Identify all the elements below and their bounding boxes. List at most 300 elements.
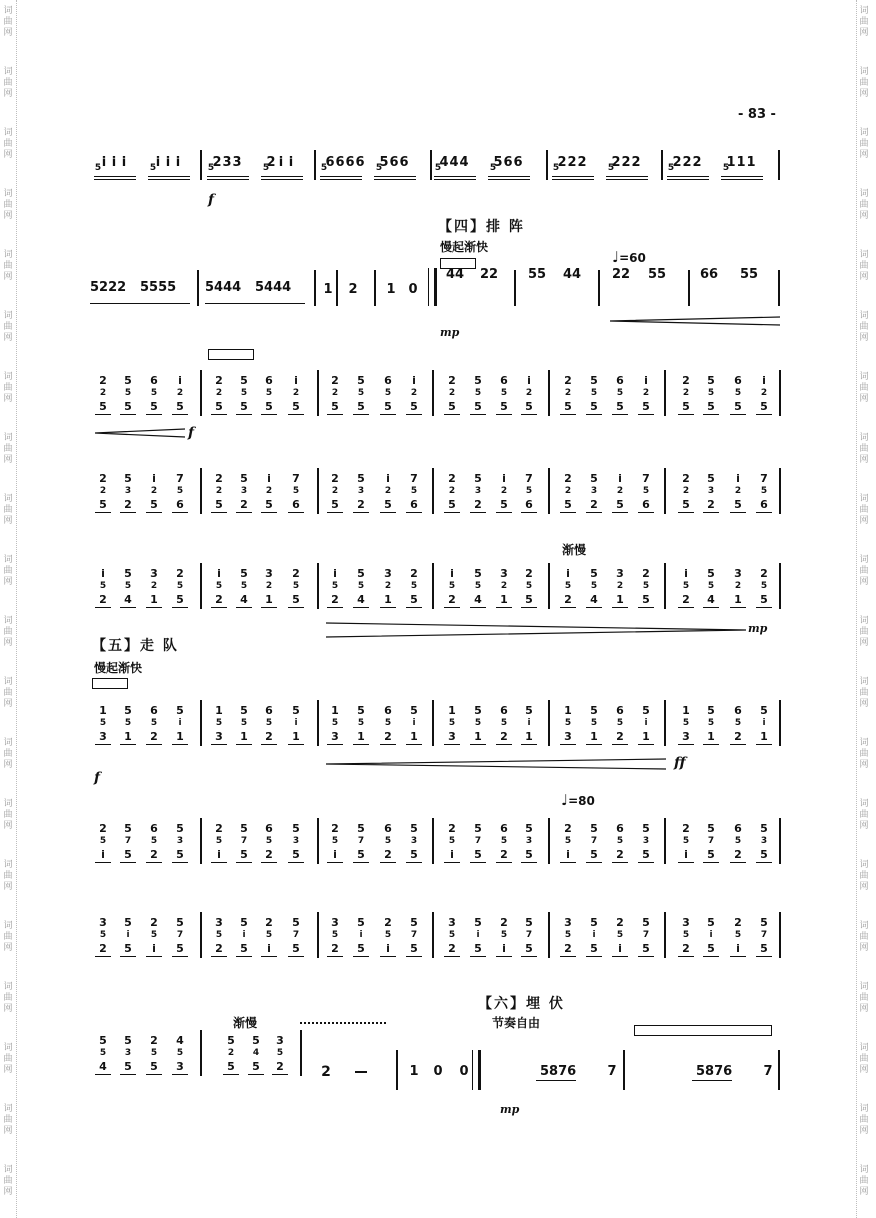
watermark-group: 词 曲 网	[3, 1165, 13, 1197]
note: 2	[276, 1060, 284, 1073]
beam	[552, 179, 594, 180]
note: 5	[734, 498, 742, 511]
note: 5	[590, 388, 598, 398]
beam	[172, 607, 188, 608]
note: 4	[707, 593, 715, 606]
note: 2	[99, 374, 107, 387]
barline	[336, 270, 338, 306]
barline	[430, 150, 432, 180]
barline	[200, 370, 202, 416]
beam	[95, 956, 111, 957]
beam	[488, 176, 530, 177]
note: 2	[265, 581, 273, 591]
note: i	[217, 567, 221, 580]
note: 2	[124, 498, 132, 511]
tempo-value: =60	[619, 251, 646, 265]
note: 55	[648, 267, 667, 282]
watermark-group: 词 曲 网	[859, 67, 869, 99]
barline	[432, 700, 434, 746]
note: 5	[434, 163, 442, 173]
beam	[667, 176, 709, 177]
note: 2	[525, 388, 533, 398]
barline	[514, 270, 516, 306]
note: 5	[384, 718, 392, 728]
note: 22	[480, 267, 499, 282]
tempo-mark-60	[612, 248, 646, 266]
note: 5	[707, 400, 715, 413]
note: 5	[265, 388, 273, 398]
note: 2	[682, 472, 690, 485]
note: 5	[292, 916, 300, 929]
note: i	[101, 155, 107, 170]
watermark-group: 词 曲 网	[859, 372, 869, 404]
beam	[521, 862, 537, 863]
note: 2	[682, 942, 690, 955]
beam	[261, 744, 277, 745]
quarter-note-icon: ♩	[612, 248, 620, 266]
note: 3	[760, 836, 768, 846]
note: 3	[215, 916, 223, 929]
note: 5	[552, 163, 560, 173]
note: 3	[99, 730, 107, 743]
note: 5	[265, 930, 273, 940]
note: 2	[266, 155, 276, 170]
note: i	[386, 472, 390, 485]
note: 6	[176, 498, 184, 511]
note: 4	[439, 155, 449, 170]
note: 5	[410, 704, 418, 717]
beam	[560, 862, 576, 863]
note: 5	[707, 374, 715, 387]
beam	[327, 744, 343, 745]
barline	[317, 468, 319, 514]
beam	[560, 607, 576, 608]
beam	[444, 414, 460, 415]
barline	[200, 912, 202, 958]
note: 7	[357, 836, 365, 846]
beam	[406, 956, 422, 957]
note: 5	[525, 822, 533, 835]
note: 1	[474, 730, 482, 743]
note: 7	[124, 836, 132, 846]
note: 6	[500, 374, 508, 387]
note: i	[450, 567, 454, 580]
note: 2	[215, 942, 223, 955]
note: 2	[564, 486, 572, 496]
note: 6	[345, 155, 355, 170]
ritardando-1: 渐慢	[562, 543, 587, 557]
note: 5	[607, 163, 615, 173]
beam	[120, 607, 136, 608]
note: 5	[384, 400, 392, 413]
watermark-group: 词 曲 网	[859, 189, 869, 221]
note: 5	[176, 400, 184, 413]
note: 5	[448, 400, 456, 413]
beam	[444, 744, 460, 745]
beam	[470, 862, 486, 863]
beam	[172, 512, 188, 513]
beam	[638, 512, 654, 513]
beam	[586, 414, 602, 415]
barline	[664, 912, 666, 958]
note: 2	[321, 1064, 331, 1080]
watermark-group: 词 曲 网	[3, 616, 13, 648]
beam	[172, 744, 188, 745]
note: 5	[734, 836, 742, 846]
note: 5	[590, 942, 598, 955]
note: 5	[474, 567, 482, 580]
beam	[552, 176, 594, 177]
beam	[496, 744, 512, 745]
note: 3	[99, 916, 107, 929]
note: 5	[240, 567, 248, 580]
beam	[211, 414, 227, 415]
beam	[703, 607, 719, 608]
note: 5	[642, 916, 650, 929]
beam	[288, 744, 304, 745]
note: 5	[215, 498, 223, 511]
note: 5	[525, 581, 533, 591]
watermark-group: 词 曲 网	[3, 677, 13, 709]
beam	[444, 607, 460, 608]
double-barline	[428, 268, 437, 306]
beam	[211, 607, 227, 608]
beam	[94, 179, 136, 180]
note: 7	[607, 1064, 617, 1079]
section-tempo-5: 慢起渐快	[94, 661, 143, 675]
note: 5	[265, 718, 273, 728]
note: 5	[500, 718, 508, 728]
note: 5	[240, 400, 248, 413]
right-watermark	[858, 0, 872, 1218]
note: 1	[331, 704, 339, 717]
note: 6	[500, 704, 508, 717]
note: 7	[474, 836, 482, 846]
barline	[374, 270, 376, 306]
note: i	[121, 155, 127, 170]
right-margin-rule	[856, 0, 857, 1218]
note: 5	[760, 704, 768, 717]
beam	[272, 1074, 288, 1075]
note: 2	[215, 374, 223, 387]
barline	[317, 370, 319, 416]
note: 5	[642, 704, 650, 717]
beam	[380, 744, 396, 745]
note: 5	[207, 163, 215, 173]
note: 5	[265, 400, 273, 413]
beam	[380, 414, 396, 415]
note: i	[242, 930, 246, 940]
note: 3	[357, 486, 365, 496]
beam	[146, 862, 162, 863]
note: i	[152, 942, 156, 955]
beam	[120, 956, 136, 957]
note: i	[267, 472, 271, 485]
note: 5	[150, 400, 158, 413]
note: i	[165, 155, 171, 170]
note: 5	[240, 374, 248, 387]
beam	[678, 414, 694, 415]
page-number: - 83 -	[738, 107, 776, 122]
note: 2	[240, 498, 248, 511]
note: 3	[682, 730, 690, 743]
beam	[703, 414, 719, 415]
note: 3	[448, 730, 456, 743]
barline	[548, 468, 550, 514]
note: 5	[410, 581, 418, 591]
note: 2	[331, 942, 339, 955]
note: 5	[707, 581, 715, 591]
note: 2	[590, 498, 598, 511]
beam	[236, 414, 252, 415]
note: 5	[292, 593, 300, 606]
beam	[320, 176, 362, 177]
left-watermark	[2, 0, 16, 1218]
section-tempo-6: 节奏自由	[492, 1016, 541, 1030]
barline	[778, 270, 780, 306]
note: 3	[707, 486, 715, 496]
note: 5	[642, 848, 650, 861]
note: 6	[384, 374, 392, 387]
note: 3	[222, 155, 232, 170]
note: 2	[616, 486, 624, 496]
left-margin-rule	[16, 0, 17, 1218]
note: i	[566, 567, 570, 580]
barline	[664, 563, 666, 609]
beam	[586, 862, 602, 863]
note: 5	[149, 163, 157, 173]
note: 1	[99, 704, 107, 717]
beam	[327, 512, 343, 513]
note: i	[267, 942, 271, 955]
note: 5	[357, 822, 365, 835]
barline	[314, 150, 316, 180]
note: i	[684, 567, 688, 580]
beam	[95, 414, 111, 415]
note: 2	[557, 155, 567, 170]
note: 1	[386, 282, 396, 297]
note: 5	[357, 704, 365, 717]
beam	[148, 176, 190, 177]
watermark-group: 词 曲 网	[859, 250, 869, 282]
watermark-group: 词 曲 网	[3, 250, 13, 282]
note: 2	[448, 593, 456, 606]
note: 6	[384, 822, 392, 835]
dynamic-fortissimo: ff	[674, 755, 686, 771]
beam	[444, 956, 460, 957]
beam	[496, 862, 512, 863]
beam	[261, 607, 277, 608]
note: 7	[292, 930, 300, 940]
note: 2	[616, 848, 624, 861]
beam	[560, 744, 576, 745]
beam	[120, 1074, 136, 1075]
note: 5	[384, 930, 392, 940]
note: 2	[611, 155, 621, 170]
note: 5	[667, 163, 675, 173]
note: 5	[357, 472, 365, 485]
note: 2	[474, 498, 482, 511]
note: 5	[124, 718, 132, 728]
note: 5	[410, 942, 418, 955]
barline	[548, 563, 550, 609]
note: 5	[99, 498, 107, 511]
note: 3	[215, 730, 223, 743]
section-heading-4: 【四】排 阵	[438, 219, 525, 235]
beam	[120, 512, 136, 513]
note: 1	[760, 730, 768, 743]
beam	[95, 862, 111, 863]
beam	[261, 176, 303, 177]
note: 2	[227, 1048, 235, 1058]
beam	[261, 956, 277, 957]
beam	[586, 956, 602, 957]
beam	[327, 414, 343, 415]
note: i	[333, 567, 337, 580]
note: 1	[409, 1064, 419, 1079]
note: 5	[734, 930, 742, 940]
trill-dots	[300, 1022, 386, 1024]
note: 2	[682, 155, 692, 170]
note: 5	[124, 822, 132, 835]
note: i	[288, 155, 294, 170]
note: 5	[474, 822, 482, 835]
section-heading-5: 【五】走 队	[92, 638, 179, 654]
note: i	[278, 155, 284, 170]
note: 2	[331, 822, 339, 835]
note: 3	[500, 567, 508, 580]
beam	[638, 607, 654, 608]
note: 6	[616, 822, 624, 835]
note: 5876	[696, 1064, 733, 1079]
beam	[320, 179, 362, 180]
barline	[779, 563, 781, 609]
note: 6	[500, 822, 508, 835]
note: 2	[707, 498, 715, 511]
note: 2	[215, 593, 223, 606]
barline	[779, 912, 781, 958]
diminuendo-hairpin	[326, 622, 746, 638]
note: 5	[99, 400, 107, 413]
watermark-group: 词 曲 网	[3, 128, 13, 160]
note: 5	[375, 163, 383, 173]
beam	[236, 744, 252, 745]
beam	[146, 414, 162, 415]
beam	[730, 956, 746, 957]
watermark-group: 词 曲 网	[859, 799, 869, 831]
beam	[470, 956, 486, 957]
note: 5	[240, 472, 248, 485]
note: 5	[265, 498, 273, 511]
note: 2	[621, 155, 631, 170]
beam	[353, 512, 369, 513]
watermark-group: 词 曲 网	[859, 494, 869, 526]
watermark-group: 词 曲 网	[3, 433, 13, 465]
note: 5	[707, 567, 715, 580]
note: 5	[590, 472, 598, 485]
note: 5	[682, 400, 690, 413]
note: 5	[474, 942, 482, 955]
beam	[521, 512, 537, 513]
barline	[778, 1050, 780, 1090]
note: 2	[682, 593, 690, 606]
note: 3	[150, 567, 158, 580]
note: 44	[563, 267, 582, 282]
note: 2	[642, 567, 650, 580]
note: i	[709, 930, 713, 940]
beam	[496, 512, 512, 513]
beam	[703, 862, 719, 863]
watermark-group: 词 曲 网	[859, 1104, 869, 1136]
note: 5	[707, 848, 715, 861]
note: 5	[124, 581, 132, 591]
watermark-group: 词 曲 网	[3, 738, 13, 770]
beam	[380, 862, 396, 863]
note: 5222	[90, 280, 127, 295]
note: 5	[124, 1034, 132, 1047]
beam	[638, 956, 654, 957]
note: 5	[150, 498, 158, 511]
note: 2	[692, 155, 702, 170]
note: 5	[707, 718, 715, 728]
note: 6	[150, 704, 158, 717]
note: 5	[707, 822, 715, 835]
beam	[172, 862, 188, 863]
barline	[779, 700, 781, 746]
note: 5	[734, 718, 742, 728]
note: 5	[124, 472, 132, 485]
note: 5	[682, 718, 690, 728]
watermark-group: 词 曲 网	[3, 860, 13, 892]
barline	[317, 818, 319, 864]
note: 1	[176, 730, 184, 743]
barline	[548, 818, 550, 864]
note: 5	[124, 388, 132, 398]
note: 2	[577, 155, 587, 170]
beam	[94, 176, 136, 177]
beam	[380, 512, 396, 513]
note: 7	[707, 836, 715, 846]
note: 5	[590, 567, 598, 580]
note: 2	[384, 581, 392, 591]
note: 4	[124, 593, 132, 606]
beam	[756, 414, 772, 415]
note: 7	[176, 930, 184, 940]
note: i	[502, 472, 506, 485]
note: 4	[449, 155, 459, 170]
note: 6	[325, 155, 335, 170]
beam	[444, 862, 460, 863]
section-tempo-4: 慢起渐快	[440, 240, 489, 254]
note: 5	[240, 704, 248, 717]
note: i	[527, 718, 531, 728]
note: 6	[616, 374, 624, 387]
note: 3	[410, 836, 418, 846]
note: 2	[265, 916, 273, 929]
note: 5	[616, 836, 624, 846]
barline	[664, 468, 666, 514]
note: 2	[734, 848, 742, 861]
note: 5	[410, 848, 418, 861]
note: 5	[240, 822, 248, 835]
note: i	[684, 848, 688, 861]
note: i	[736, 472, 740, 485]
note: 5	[124, 374, 132, 387]
note: 5	[682, 498, 690, 511]
note: 5	[384, 388, 392, 398]
note: 2	[500, 848, 508, 861]
note: 2	[616, 730, 624, 743]
